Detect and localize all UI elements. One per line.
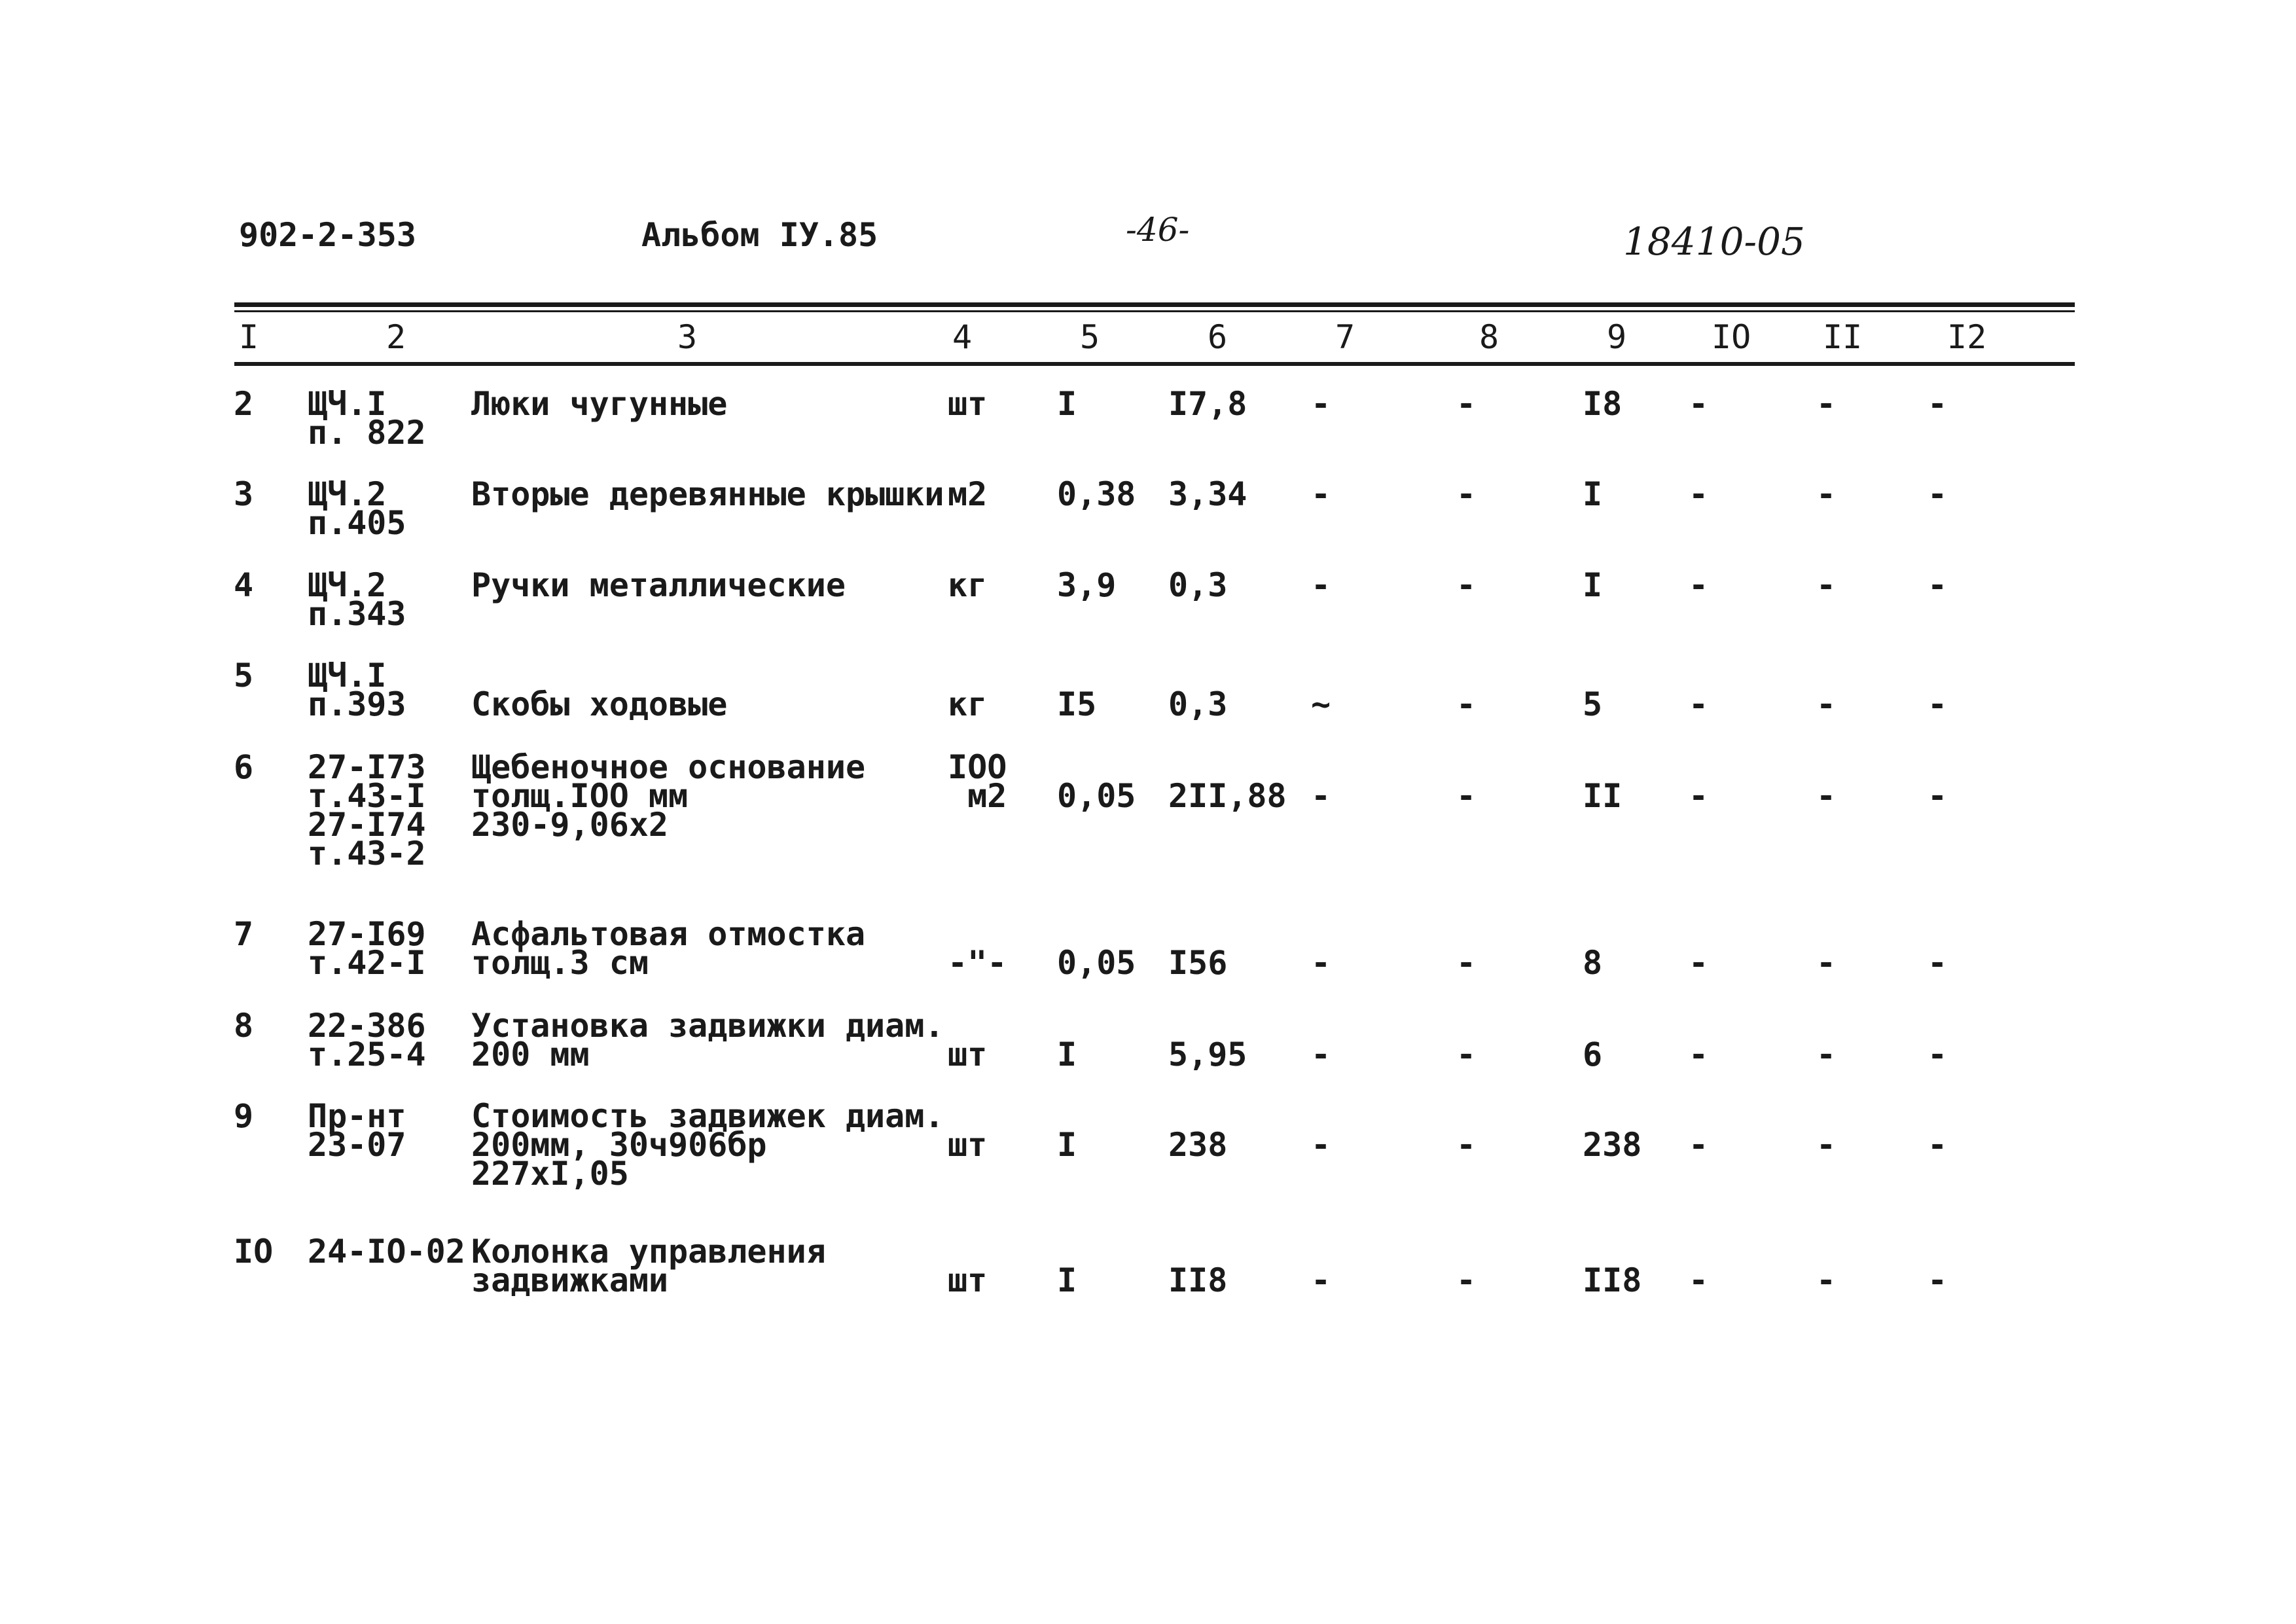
col-12-value: -: [1928, 1036, 1948, 1074]
col-8-value: -: [1456, 944, 1477, 982]
col-12-value: -: [1928, 1126, 1948, 1164]
row-number: 6: [234, 748, 254, 786]
col-8-value: -: [1456, 1126, 1477, 1164]
col-12-value: -: [1928, 1261, 1948, 1299]
col-5-value: I5: [1057, 685, 1097, 723]
unit: кг: [948, 566, 988, 604]
page-number: -46-: [1126, 211, 1190, 249]
col-11-value: -: [1816, 385, 1837, 423]
col-11-value: -: [1816, 1036, 1837, 1074]
col-6-value: 3,34: [1168, 475, 1247, 513]
col-9-value: II8: [1583, 1261, 1642, 1299]
column-header-1: I: [239, 318, 259, 356]
col-12-value: -: [1928, 777, 1948, 815]
row-number: 5: [234, 657, 254, 695]
col-8-value: -: [1456, 777, 1477, 815]
col-5-value: I: [1057, 385, 1077, 423]
header-rule-thick: [234, 302, 2075, 307]
item-name: Ручки металлические: [471, 566, 846, 604]
item-name: Колонка управления задвижками: [471, 1233, 826, 1299]
col-11-value: -: [1816, 1126, 1837, 1164]
col-11-value: -: [1816, 685, 1837, 723]
column-header-3: 3: [677, 318, 698, 356]
col-12-value: -: [1928, 475, 1948, 513]
column-header-10: IO: [1712, 318, 1751, 356]
album-label: Альбом IУ.85: [641, 216, 878, 254]
item-name: Люки чугунные: [471, 385, 728, 423]
reference: ЩЧ.2 п.405: [308, 475, 406, 542]
header-rule-bottom: [234, 362, 2075, 366]
col-10-value: -: [1689, 566, 1709, 604]
col-12-value: -: [1928, 566, 1948, 604]
reference: ЩЧ.I п. 822: [308, 385, 426, 452]
col-11-value: -: [1816, 475, 1837, 513]
col-6-value: 5,95: [1168, 1036, 1247, 1074]
column-header-12: I2: [1947, 318, 1987, 356]
col-6-value: 0,3: [1168, 566, 1228, 604]
row-number: 4: [234, 566, 254, 604]
col-7-value: -: [1311, 1036, 1331, 1074]
row-number: 8: [234, 1007, 254, 1045]
col-10-value: -: [1689, 1036, 1709, 1074]
col-5-value: 0,05: [1057, 944, 1136, 982]
col-8-value: -: [1456, 385, 1477, 423]
col-8-value: -: [1456, 1036, 1477, 1074]
col-5-value: I: [1057, 1036, 1077, 1074]
col-9-value: 5: [1583, 685, 1603, 723]
unit: кг: [948, 685, 988, 723]
item-name: Скобы ходовые: [471, 685, 728, 723]
column-header-8: 8: [1479, 318, 1499, 356]
column-header-11: II: [1823, 318, 1863, 356]
col-7-value: -: [1311, 385, 1331, 423]
col-11-value: -: [1816, 566, 1837, 604]
col-8-value: -: [1456, 685, 1477, 723]
col-9-value: I: [1583, 566, 1603, 604]
col-11-value: -: [1816, 1261, 1837, 1299]
row-number: 7: [234, 915, 254, 953]
document-code: 902-2-353: [239, 216, 416, 254]
row-number: 3: [234, 475, 254, 513]
col-12-value: -: [1928, 685, 1948, 723]
col-6-value: 238: [1168, 1126, 1228, 1164]
col-5-value: 3,9: [1057, 566, 1117, 604]
reference: 24-IO-02: [308, 1233, 465, 1271]
column-header-4: 4: [952, 318, 973, 356]
col-9-value: 8: [1583, 944, 1603, 982]
reference: 22-386 т.25-4: [308, 1007, 426, 1074]
col-8-value: -: [1456, 566, 1477, 604]
unit: шт: [948, 1126, 988, 1164]
item-name: Щебеночное основание толщ.IOO мм 230-9,06х2: [471, 748, 866, 844]
reference: 27-I69 т.42-I: [308, 915, 426, 982]
col-10-value: -: [1689, 1126, 1709, 1164]
col-12-value: -: [1928, 385, 1948, 423]
col-6-value: I56: [1168, 944, 1228, 982]
col-8-value: -: [1456, 475, 1477, 513]
row-number: IO: [234, 1233, 274, 1271]
col-8-value: -: [1456, 1261, 1477, 1299]
col-9-value: II: [1583, 777, 1623, 815]
col-9-value: I8: [1583, 385, 1623, 423]
row-number: 2: [234, 385, 254, 423]
column-header-5: 5: [1080, 318, 1100, 356]
column-header-2: 2: [386, 318, 406, 356]
header-rule-thin: [234, 310, 2075, 312]
reference: ЩЧ.2 п.343: [308, 566, 406, 633]
col-11-value: -: [1816, 777, 1837, 815]
col-9-value: 6: [1583, 1036, 1603, 1074]
unit: шт: [948, 1261, 988, 1299]
col-6-value: 2II,88: [1168, 777, 1287, 815]
reference: Пр-нт 23-07: [308, 1097, 406, 1164]
col-10-value: -: [1689, 685, 1709, 723]
col-7-value: -: [1311, 1261, 1331, 1299]
item-name: Асфальтовая отмостка толщ.3 см: [471, 915, 866, 982]
item-name: Вторые деревянные крышки: [471, 475, 944, 513]
col-5-value: 0,38: [1057, 475, 1136, 513]
unit: IOO м2: [948, 748, 1007, 815]
col-7-value: -: [1311, 1126, 1331, 1164]
col-10-value: -: [1689, 1261, 1709, 1299]
row-number: 9: [234, 1097, 254, 1135]
col-11-value: -: [1816, 944, 1837, 982]
col-10-value: -: [1689, 385, 1709, 423]
col-5-value: I: [1057, 1261, 1077, 1299]
col-6-value: 0,3: [1168, 685, 1228, 723]
col-7-value: -: [1311, 777, 1331, 815]
document-number: 18410-05: [1623, 219, 1805, 264]
col-10-value: -: [1689, 777, 1709, 815]
col-5-value: 0,05: [1057, 777, 1136, 815]
column-header-9: 9: [1607, 318, 1627, 356]
col-7-value: ~: [1311, 685, 1331, 723]
col-9-value: I: [1583, 475, 1603, 513]
col-9-value: 238: [1583, 1126, 1642, 1164]
unit: шт: [948, 385, 988, 423]
reference: 27-I73 т.43-I 27-I74 т.43-2: [308, 748, 426, 873]
unit: -"-: [948, 944, 1007, 982]
col-7-value: -: [1311, 475, 1331, 513]
col-12-value: -: [1928, 944, 1948, 982]
col-5-value: I: [1057, 1126, 1077, 1164]
item-name: Стоимость задвижек диам. 200мм, 30ч906бр 227хI,05: [471, 1097, 944, 1193]
column-header-7: 7: [1335, 318, 1355, 356]
column-header-6: 6: [1208, 318, 1228, 356]
col-7-value: -: [1311, 566, 1331, 604]
col-6-value: II8: [1168, 1261, 1228, 1299]
col-10-value: -: [1689, 944, 1709, 982]
reference: ЩЧ.I п.393: [308, 657, 406, 723]
unit: шт: [948, 1036, 988, 1074]
col-6-value: I7,8: [1168, 385, 1247, 423]
column-header-row: [0, 318, 2296, 357]
unit: м2: [948, 475, 988, 513]
col-10-value: -: [1689, 475, 1709, 513]
item-name: Установка задвижки диам. 200 мм: [471, 1007, 944, 1074]
col-7-value: -: [1311, 944, 1331, 982]
